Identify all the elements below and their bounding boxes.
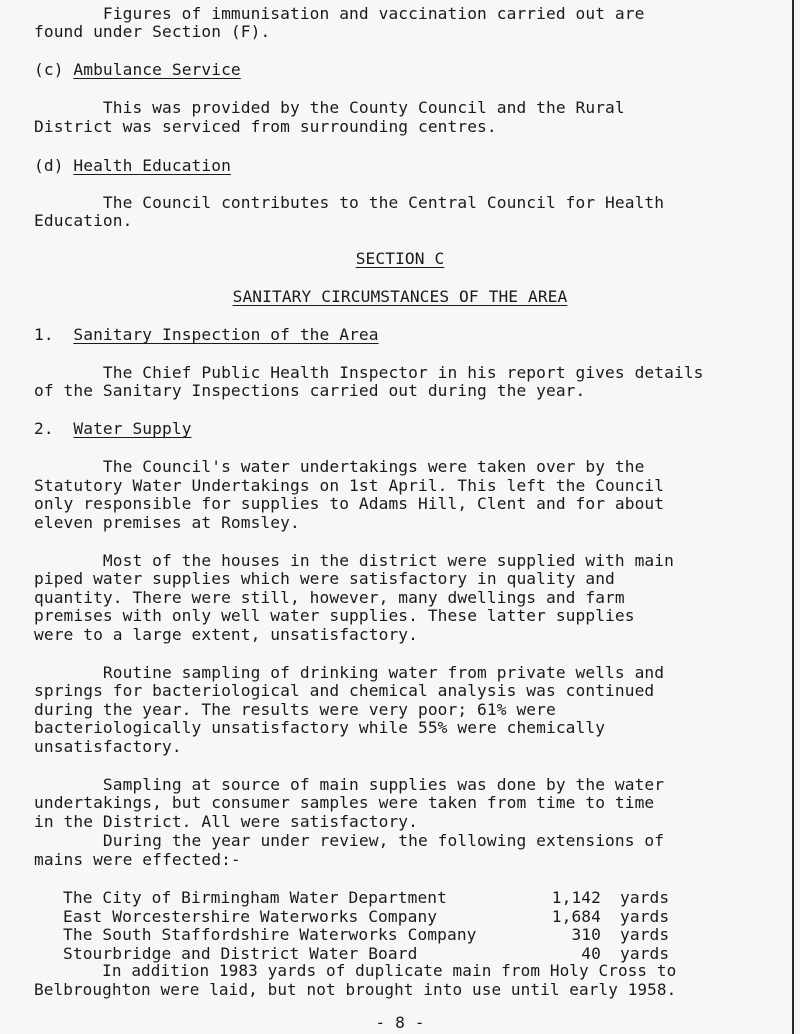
health-education-heading-text: Health Education [73,155,231,175]
health-education-line-1: The Council contributes to the Central Council for Health [34,192,665,212]
ambulance-heading [34,61,241,79]
water-p2-line-4: premises with only well water supplies. These latter supplies [34,606,635,626]
page-edge-shadow [792,0,794,1034]
water-p4-line-2: undertakings, but consumer samples were taken from time to time [34,793,655,812]
water-p1-line-1: The Council's water undertakings were taken over by the [34,457,645,477]
water-p5-line-2: mains were effected:- [34,850,241,869]
water-p1-line-2: Statutory Water Undertakings on 1st April. This left the Council [34,475,665,495]
extension-name: East Worcestershire Waterworks Company [63,906,438,926]
extension-row [63,908,683,927]
water-supply-heading-num: 2. [34,419,74,439]
water-p3-line-4: bacteriologically unsatisfactory while 55% were chemically [34,718,606,738]
extension-length: 1,684 [551,906,601,926]
extension-row [63,889,683,908]
extension-row [63,926,683,945]
water-p2-line-2: piped water supplies which were satisfactory in quality and [34,569,615,589]
health-education-heading [34,157,231,175]
extension-unit: yards [620,888,670,907]
extension-unit: yards [620,906,670,926]
extension-length: 310 [571,925,601,944]
extension-unit: yards [620,943,670,963]
sanitary-inspection-heading-num: 1. [34,325,74,344]
extensions-list [63,889,683,963]
extension-name: Stourbridge and District Water Board [63,943,418,963]
extension-unit: yards [620,925,670,944]
extension-length: 40 [581,943,601,963]
extension-length: 1,142 [551,888,601,907]
water-p1-line-4: eleven premises at Romsley. [34,512,300,532]
water-p2-line-3: quantity. There were still, however, many dwellings and farm [34,587,625,607]
water-p5-line-1: During the year under review, the following extensions of [34,831,665,850]
water-p2-line-1: Most of the houses in the district were supplied with main [34,550,674,570]
water-p6-line-2: Belbroughton were laid, but not brought into use until early 1958. [34,980,677,999]
sanitary-inspection-heading [34,326,379,344]
water-p3-line-3: during the year. The results were very poor; 61% were [34,699,556,719]
sanitary-inspection-heading-text: Sanitary Inspection of the Area [73,325,379,344]
water-p4-line-3: in the District. All were satisfactory. [34,811,418,831]
water-p3-line-1: Routine sampling of drinking water from private wells and [34,662,665,682]
ambulance-heading-text: Ambulance Service [73,60,241,80]
water-p4-line-1: Sampling at source of main supplies was done by the water [34,774,665,794]
ambulance-line-2: District was serviced from surrounding centres. [34,116,497,136]
water-p1-line-3: only responsible for supplies to Adams Hill, Clent and for about [34,494,665,514]
intro-line-2: found under Section (F). [34,22,271,42]
water-p3-line-2: springs for bacteriological and chemical analysis was continued [34,681,655,701]
intro-line-1: Figures of immunisation and vaccination carried out are [34,3,645,23]
section-title: SECTION C [355,249,445,269]
health-education-heading-num: (d) [34,155,74,175]
extension-name: The City of Birmingham Water Department [63,888,447,907]
sanitary-inspection-line-2: of the Sanitary Inspections carried out during the year. [34,381,586,401]
water-supply-heading [34,420,192,438]
ambulance-heading-num: (c) [34,60,74,80]
water-supply-heading-text: Water Supply [73,419,192,439]
water-p2-line-5: were to a large extent, unsatisfactory. [34,624,418,644]
health-education-line-2: Education. [34,211,133,231]
sanitary-inspection-line-1: The Chief Public Health Inspector in his report gives details [34,362,704,382]
water-p6-line-1: In addition 1983 yards of duplicate main from Holy Cross to [34,961,677,980]
section-subtitle: SANITARY CIRCUMSTANCES OF THE AREA [232,287,568,306]
page-number: - 8 - [375,1013,425,1032]
extension-name: The South Staffordshire Waterworks Company [63,925,477,944]
water-p3-line-5: unsatisfactory. [34,736,182,756]
ambulance-line-1: This was provided by the County Council and the Rural [34,98,625,118]
